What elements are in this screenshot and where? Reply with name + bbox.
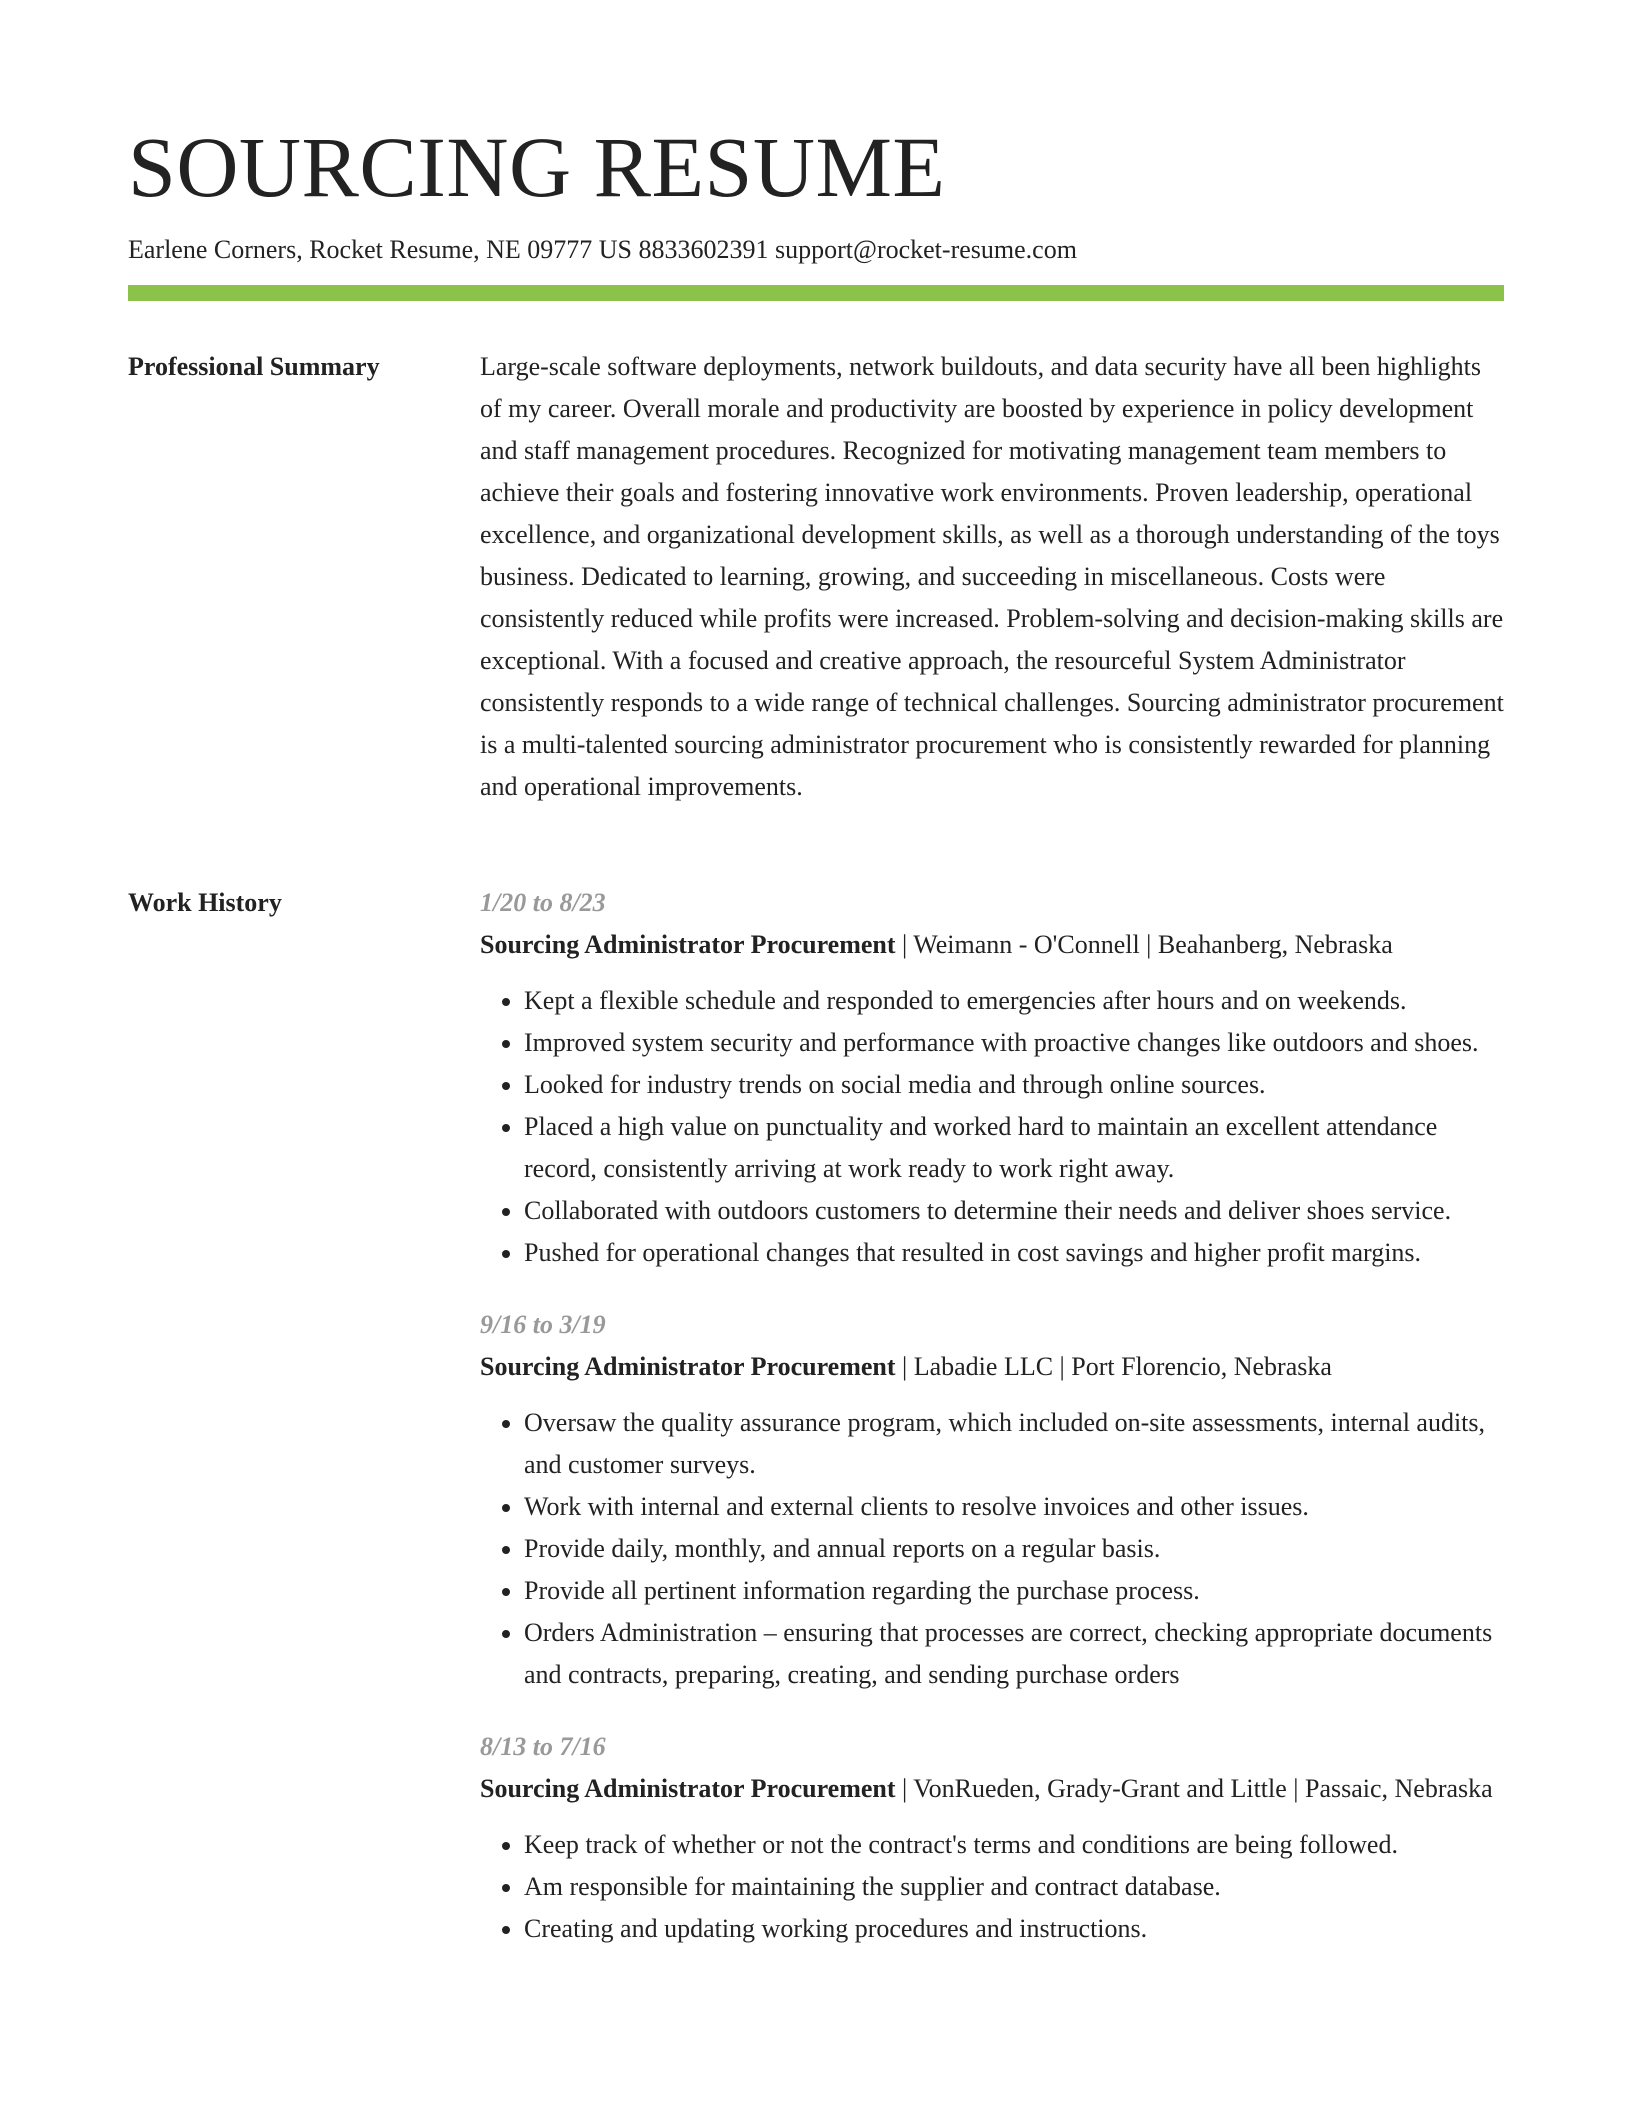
contact-line: Earlene Corners, Rocket Resume, NE 09777 US 8833602391 support@rocket-resume.com: [128, 235, 1077, 264]
job-heading: [480, 1768, 1504, 1810]
job-details: | Weimann - O'Connell | Beahanberg, Nebraska: [895, 930, 1393, 959]
job-bullet: • Improved system security and performance with proactive changes like outdoors and shoes.: [524, 1022, 1504, 1064]
job-bullet: • Looked for industry trends on social media and through online sources.: [524, 1064, 1504, 1106]
job-title: Sourcing Administrator Procurement: [480, 1352, 896, 1381]
job-bullet: • Oversaw the quality assurance program, which included on-site assessments, internal audits, and customer surveys.: [524, 1402, 1504, 1486]
job-bullet: • Am responsible for maintaining the supplier and contract database.: [524, 1866, 1504, 1908]
summary-text: Large-scale software deployments, network buildouts, and data security have all been highlights of my career. Overall morale and productivity are boosted by experience in policy development and staff management procedures. Recognized for motivating management team members to achieve their goals and fostering innovative work environments. Proven leadership, operational excellence, and organizational development skills, as well as a thorough understanding of the toys business. Dedicated to learning, growing, and succeeding in miscellaneous. Costs were consistently reduced while profits were increased. Problem-solving and decision-making skills are exceptional. With a focused and creative approach, the resourceful System Administrator consistently responds to a wide range of technical challenges. Sourcing administrator procurement is a multi-talented sourcing administrator procurement who is consistently rewarded for planning and operational improvements.: [480, 352, 1504, 801]
job-bullet: • Provide daily, monthly, and annual reports on a regular basis.: [524, 1528, 1504, 1570]
job-entry: [480, 882, 1504, 1274]
job-bullets: [480, 1402, 1504, 1696]
job-details: | VonRueden, Grady-Grant and Little | Passaic, Nebraska: [895, 1774, 1493, 1803]
summary-section: [128, 346, 1504, 808]
job-title: Sourcing Administrator Procurement: [480, 930, 896, 959]
job-heading: [480, 1346, 1504, 1388]
job-dates: 8/13 to 7/16: [480, 1732, 606, 1761]
job-heading: [480, 924, 1504, 966]
work-history-label: Work History: [128, 888, 282, 917]
job-bullet: • Creating and updating working procedures and instructions.: [524, 1908, 1504, 1950]
job-bullet: • Orders Administration – ensuring that processes are correct, checking appropriate documents and contracts, preparing, creating, and sending purchase orders: [524, 1612, 1504, 1696]
work-history-body: [480, 882, 1504, 1980]
job-bullet: • Work with internal and external clients to resolve invoices and other issues.: [524, 1486, 1504, 1528]
job-bullet: • Provide all pertinent information regarding the purchase process.: [524, 1570, 1504, 1612]
job-details: | Labadie LLC | Port Florencio, Nebraska: [895, 1352, 1332, 1381]
job-bullet: • Kept a flexible schedule and responded to emergencies after hours and on weekends.: [524, 980, 1504, 1022]
job-bullet: • Keep track of whether or not the contract's terms and conditions are being followed.: [524, 1824, 1504, 1866]
work-history-section: [128, 882, 1504, 1980]
job-bullets: [480, 1824, 1504, 1950]
job-title: Sourcing Administrator Procurement: [480, 1774, 896, 1803]
job-bullets: [480, 980, 1504, 1274]
job-bullet: • Pushed for operational changes that resulted in cost savings and higher profit margins.: [524, 1232, 1504, 1274]
job-bullet: • Collaborated with outdoors customers to determine their needs and deliver shoes service.: [524, 1190, 1504, 1232]
summary-label: Professional Summary: [128, 352, 380, 381]
job-bullet: • Placed a high value on punctuality and worked hard to maintain an excellent attendance record, consistently arriving at work ready to work right away.: [524, 1106, 1504, 1190]
job-entry: [480, 1304, 1504, 1696]
job-entry: [480, 1726, 1504, 1950]
resume-title: SOURCING RESUME: [128, 119, 946, 215]
job-dates: 9/16 to 3/19: [480, 1310, 606, 1339]
summary-body: [480, 346, 1504, 808]
job-dates: 1/20 to 8/23: [480, 888, 606, 917]
header-divider: [128, 285, 1504, 301]
